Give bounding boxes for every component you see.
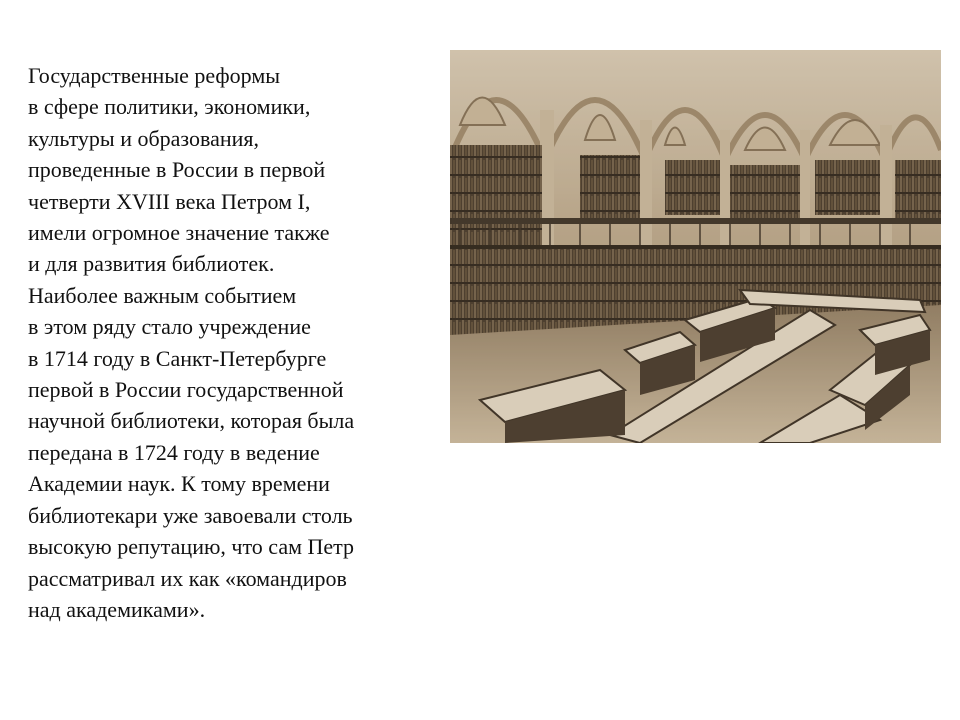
text-line: высокую репутацию, что сам Петр bbox=[28, 534, 355, 560]
text-line: в этом ряду стало учреждение bbox=[28, 314, 311, 340]
text-line: передана в 1724 году в ведение bbox=[28, 439, 320, 465]
text-line: над академиками». bbox=[28, 596, 206, 622]
text-line: и для развития библиотек. bbox=[28, 251, 275, 277]
text-line: научной библиотеки, которая была bbox=[28, 408, 355, 434]
text-line: проведенные в России в первой bbox=[28, 157, 326, 183]
text-line: Наиболее важным событием bbox=[28, 282, 297, 308]
text-line: Академии наук. К тому времени bbox=[28, 471, 330, 497]
body-text bbox=[28, 60, 438, 625]
text-line: Государственные реформы bbox=[28, 63, 281, 88]
text-line: культуры и образования, bbox=[28, 125, 260, 151]
text-line: в 1714 году в Санкт-Петербурге bbox=[28, 345, 327, 371]
text-line: рассматривал их как «командиров bbox=[28, 565, 347, 591]
text-line: в сфере политики, экономики, bbox=[28, 94, 311, 120]
text-line: библиотекари уже завоевали столь bbox=[28, 502, 353, 528]
text-line: первой в России государственной bbox=[28, 377, 344, 403]
library-reading-hall-photo bbox=[450, 50, 941, 443]
text-line: четверти XVIII века Петром I, bbox=[28, 188, 311, 214]
text-line: имели огромное значение также bbox=[28, 220, 330, 246]
